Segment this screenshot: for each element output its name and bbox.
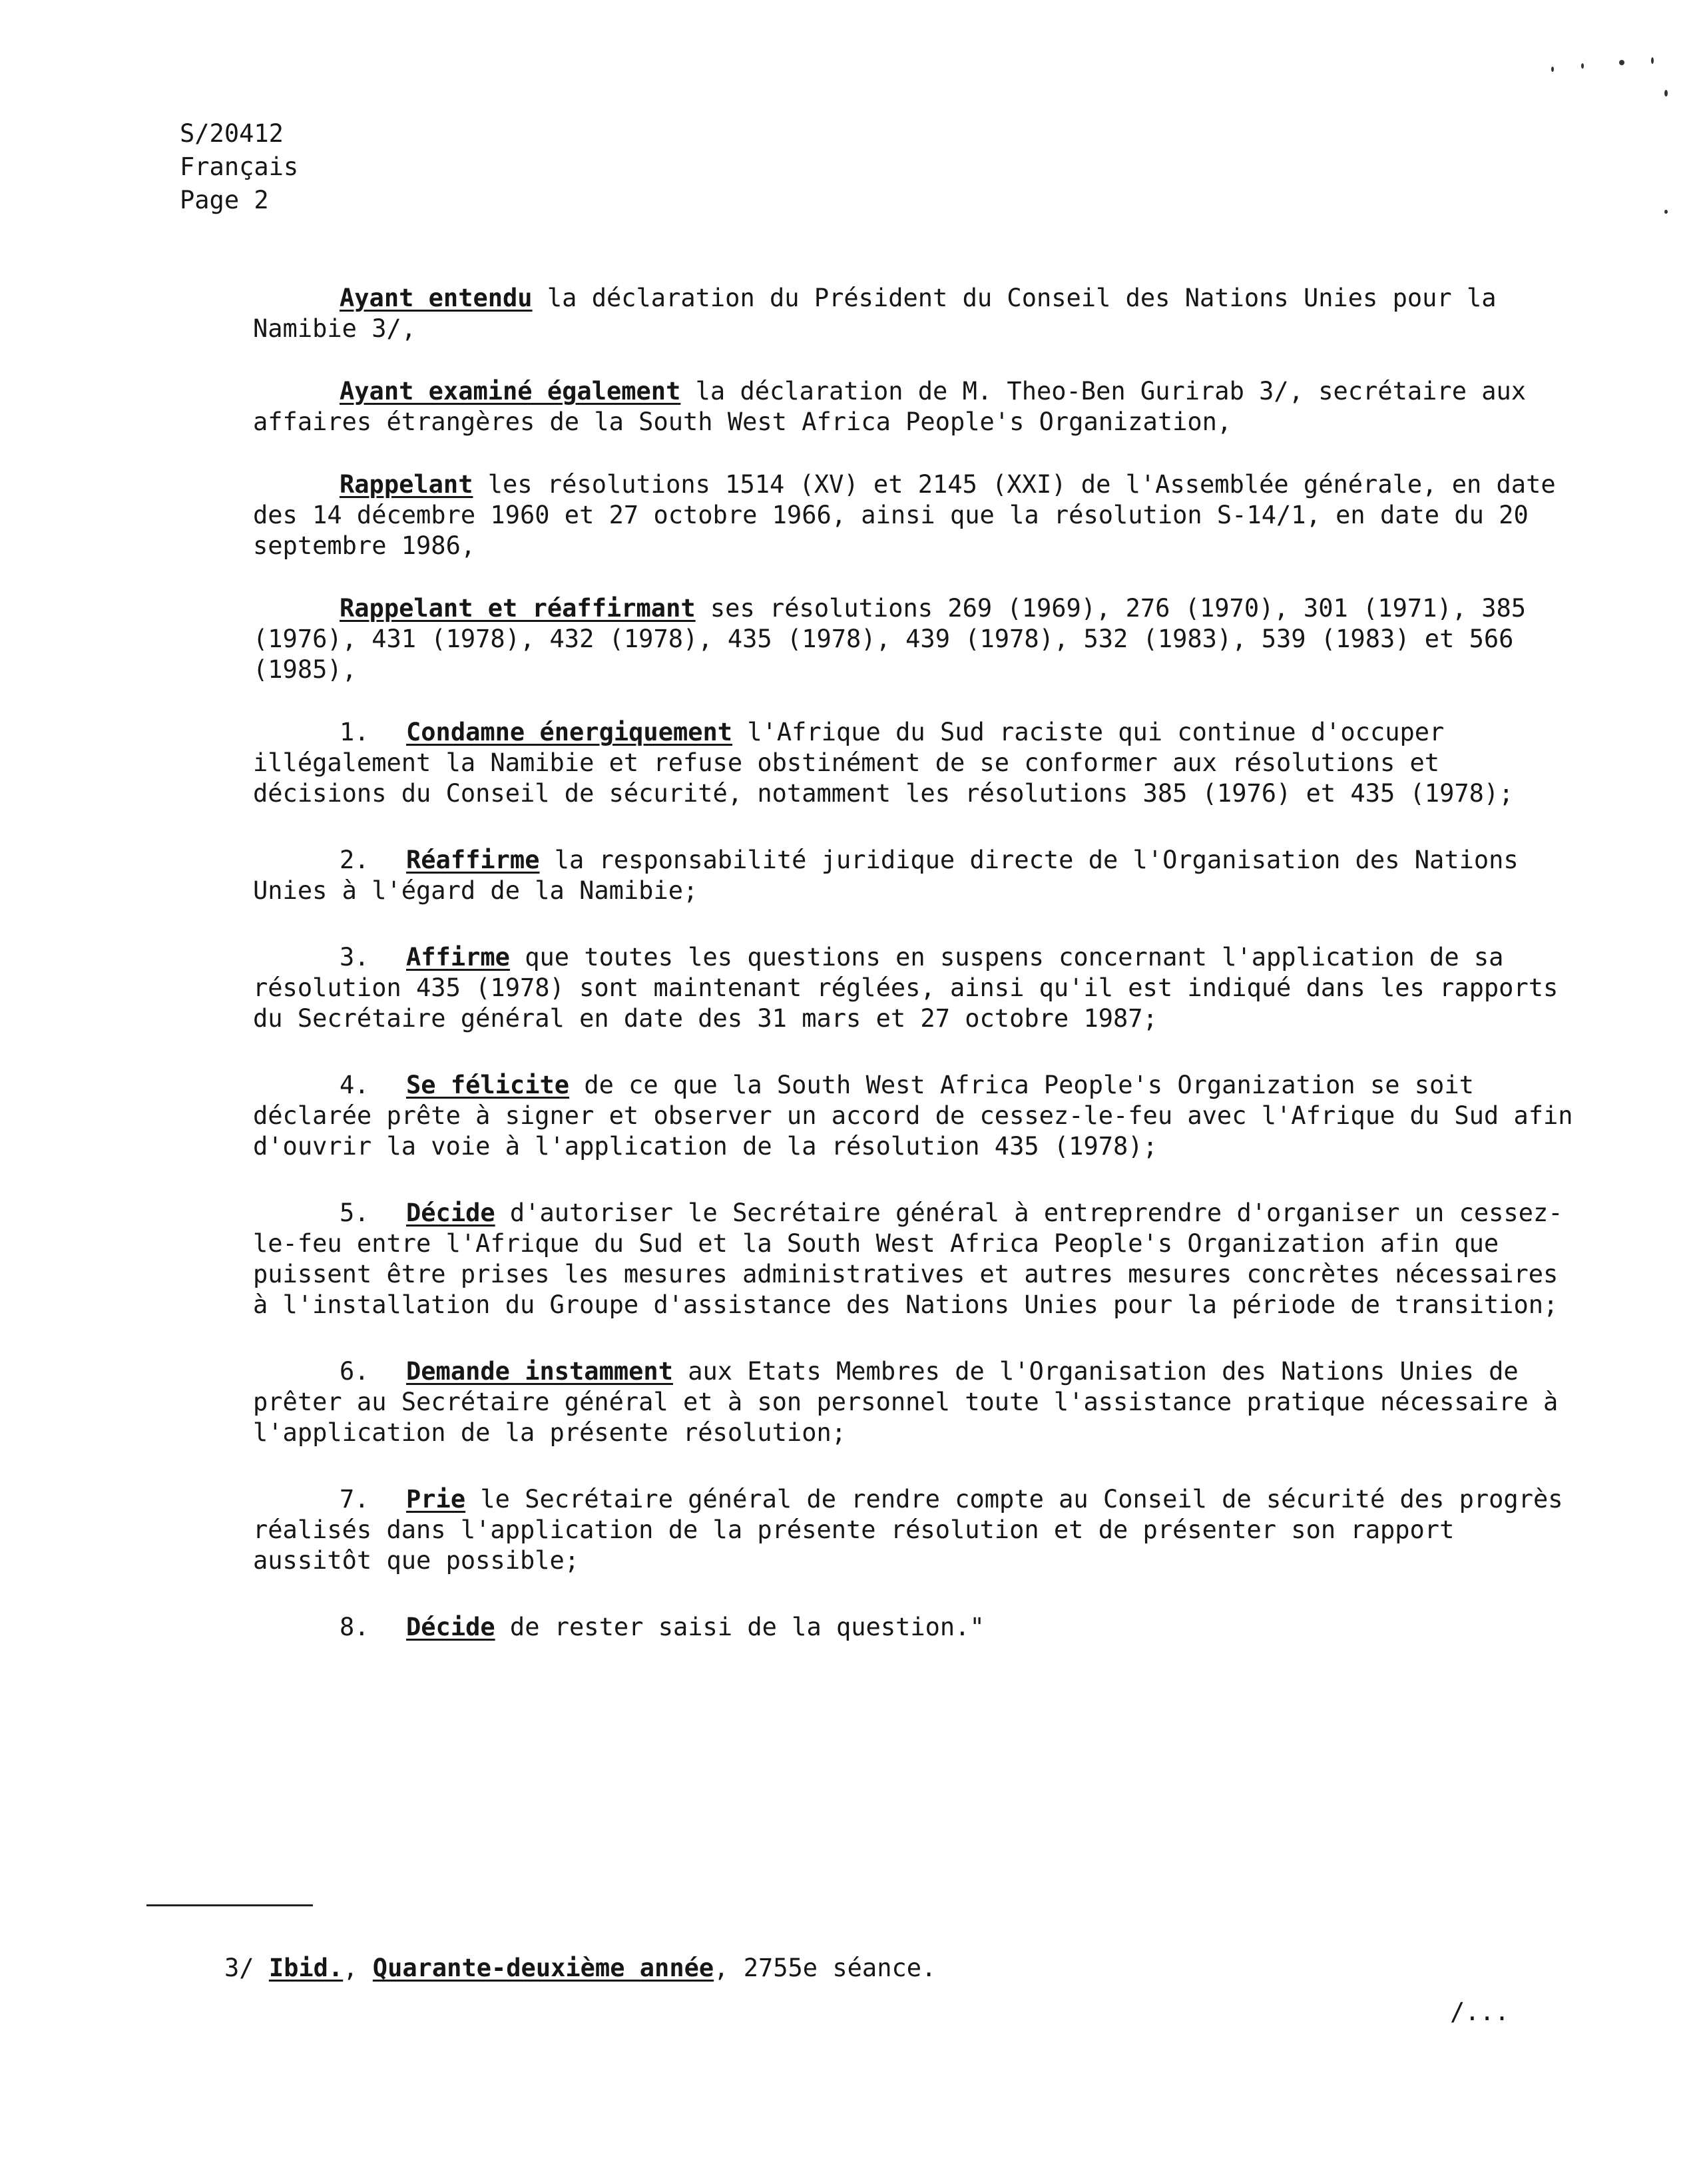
footnote-source: Quarante-deuxième année <box>372 1954 714 1982</box>
operative-lead: Condamne énergiquement <box>406 718 733 746</box>
preamble-lead: Ayant examiné également <box>340 377 681 406</box>
operative-lead: Décide <box>406 1199 495 1227</box>
footnote-marker: 3/ <box>224 1954 254 1982</box>
preamble-lead: Rappelant et réaffirmant <box>340 594 696 623</box>
paragraph-number: 3. <box>340 943 369 971</box>
footnote-divider <box>146 1904 313 1906</box>
paragraph-number: 4. <box>340 1071 369 1099</box>
paragraph-number: 5. <box>340 1199 369 1227</box>
preamble-text: les résolutions 1514 (XV) et 2145 (XXI) de l'Assemblée générale, en date des 14 décembre 1960 et 27 octobre 1966, ainsi que la résolution S-14/1, en date du 20 septembre 1986, <box>253 470 1556 560</box>
scan-speck <box>1619 60 1624 65</box>
operative-paragraph <box>253 1356 1578 1448</box>
operative-paragraph <box>253 717 1578 809</box>
preamble-text: la déclaration du Président du Conseil des Nations Unies pour la Namibie 3/, <box>253 284 1497 343</box>
paragraph-number: 8. <box>340 1613 369 1641</box>
operative-lead: Demande instamment <box>406 1357 673 1386</box>
operative-paragraph <box>253 1070 1578 1162</box>
scan-speck <box>1664 210 1668 214</box>
paragraph-number: 6. <box>340 1357 369 1386</box>
paragraph-number: 2. <box>340 846 369 874</box>
operative-text: aux Etats Membres de l'Organisation des Nations Unies de prêter au Secrétaire général et à son personnel toute l'assistance pratique nécessaire à l'application de la présente résolution; <box>253 1357 1559 1447</box>
scan-speck <box>1651 57 1654 64</box>
preamble-paragraph <box>253 283 1578 344</box>
scan-speck <box>1581 63 1584 69</box>
footnote <box>224 1953 936 1984</box>
operative-lead: Se félicite <box>406 1071 570 1099</box>
operative-text: d'autoriser le Secrétaire général à entreprendre d'organiser un cessez-le-feu entre l'Afrique du Sud et la South West Africa People's Organization afin que puissent être prises les mesures administratives et autres mesures concrètes nécessaires à l'installation du Groupe d'assistance des Nations Unies pour la période de transition; <box>253 1199 1563 1319</box>
preamble-lead: Ayant entendu <box>340 284 533 312</box>
operative-paragraph <box>253 845 1578 906</box>
document-language: Français <box>180 152 299 181</box>
operative-text: de ce que la South West Africa People's Organization se soit déclarée prête à signer et observer un accord de cessez-le-feu avec l'Afrique du Sud afin d'ouvrir la voie à l'application de la résolution 435 (1978); <box>253 1071 1573 1161</box>
operative-text: la responsabilité juridique directe de l'Organisation des Nations Unies à l'égard de la Namibie; <box>253 846 1519 905</box>
operative-lead: Décide <box>406 1613 495 1641</box>
document-header <box>180 117 298 217</box>
scan-speck <box>1664 90 1668 97</box>
operative-text: l'Afrique du Sud raciste qui continue d'occuper illégalement la Namibie et refuse obstinément de se conformer aux résolutions et décisions du Conseil de sécurité, notamment les résolutions 385 (1976) et 435 (1978); <box>253 718 1514 808</box>
preamble-paragraph <box>253 469 1578 561</box>
preamble-paragraph <box>253 376 1578 437</box>
operative-text: le Secrétaire général de rendre compte au Conseil de sécurité des progrès réalisés dans l'application de la présente résolution et de présenter son rapport aussitôt que possible; <box>253 1485 1563 1575</box>
scan-speck <box>1551 67 1554 72</box>
preamble-paragraph <box>253 593 1578 685</box>
operative-paragraph <box>253 1484 1578 1576</box>
operative-text: de rester saisi de la question." <box>495 1613 985 1641</box>
preamble-lead: Rappelant <box>340 470 473 499</box>
page-number: Page 2 <box>180 186 269 214</box>
operative-paragraph <box>253 1198 1578 1320</box>
operative-lead: Prie <box>406 1485 466 1513</box>
footnote-separator: , <box>343 1954 373 1982</box>
paragraph-number: 7. <box>340 1485 369 1513</box>
preamble-text: ses résolutions 269 (1969), 276 (1970), 301 (1971), 385 (1976), 431 (1978), 432 (1978), 435 (1978), 439 (1978), 532 (1983), 539 (1983) et 566 (1985), <box>253 594 1527 684</box>
footnote-tail: , 2755e séance. <box>714 1954 937 1982</box>
footnote-ref: Ibid. <box>268 1954 344 1982</box>
operative-paragraph <box>253 1612 1578 1643</box>
continuation-mark: /... <box>1450 1998 1510 2026</box>
operative-lead: Réaffirme <box>406 846 540 874</box>
document-symbol: S/20412 <box>180 119 284 148</box>
preamble-text: la déclaration de M. Theo-Ben Gurirab 3/, secrétaire aux affaires étrangères de la South West Africa People's Organization, <box>253 377 1527 436</box>
operative-lead: Affirme <box>406 943 510 971</box>
paragraph-number: 1. <box>340 718 369 746</box>
resolution-body <box>253 283 1578 1679</box>
operative-paragraph <box>253 942 1578 1034</box>
operative-text: que toutes les questions en suspens concernant l'application de sa résolution 435 (1978) sont maintenant réglées, ainsi qu'il est indiqué dans les rapports du Secrétaire général en date des 31 mars et 27 octobre 1987; <box>253 943 1559 1033</box>
